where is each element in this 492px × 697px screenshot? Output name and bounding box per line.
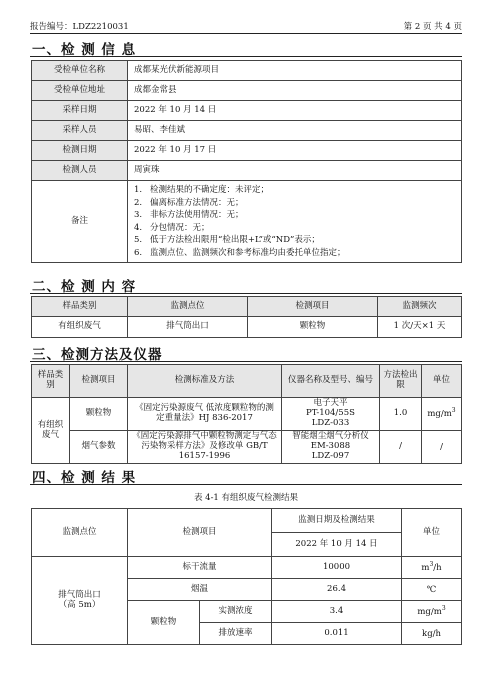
- info-value: 成都金常县: [128, 81, 462, 101]
- methods-table: [31, 364, 462, 464]
- results-particulate-label: 颗粒物: [128, 601, 200, 645]
- section-divider: [30, 361, 462, 362]
- content-cell: 颗粒物: [248, 317, 378, 338]
- results-unit: $mg/m^3$: [402, 601, 462, 623]
- info-label: 受检单位名称: [32, 61, 128, 81]
- info-value: 2022 年 10 月 17 日: [128, 141, 462, 161]
- report-number: 报告编号：LDZ2210031: [30, 22, 129, 32]
- results-table: [31, 508, 462, 645]
- results-value: 0.011: [272, 623, 402, 645]
- methods-standard: 《固定污染源排气中颗粒物测定与气态污染物采样方法》及修改单 GB/T 16157-1996: [128, 431, 282, 464]
- methods-header-category: 样品类别: [32, 365, 70, 398]
- results-header-unit: 单位: [402, 509, 462, 557]
- remarks-cell: [128, 181, 462, 263]
- remarks-list: [134, 182, 458, 261]
- methods-item: 颗粒物: [70, 398, 128, 431]
- results-unit: kg/h: [402, 623, 462, 645]
- remark-item: 3. 非标方法使用情况：无；: [134, 210, 244, 220]
- methods-header-limit: 方法检出限: [380, 365, 422, 398]
- info-label: 受检单位地址: [32, 81, 128, 101]
- info-value: 成都某光伏新能源项目: [128, 61, 462, 81]
- results-header-date: 2022 年 10 月 14 日: [272, 533, 402, 557]
- remark-item: 4. 分包情况：无；: [134, 222, 210, 233]
- methods-category: 有组织废气: [32, 398, 70, 464]
- methods-limit: /: [380, 431, 422, 464]
- info-label: 采样人员: [32, 121, 128, 141]
- results-value: 3.4: [272, 601, 402, 623]
- section-divider: [30, 484, 462, 485]
- content-cell: 排气筒出口: [128, 317, 248, 338]
- content-header: 监测点位: [128, 297, 248, 317]
- methods-header-standard: 检测标准及方法: [128, 365, 282, 398]
- methods-item: 烟气参数: [70, 431, 128, 464]
- section-title-results: 四、检 测 结 果: [32, 470, 137, 486]
- section-title-info: 一、检 测 信 息: [32, 42, 137, 58]
- remarks-label: 备注: [32, 181, 128, 263]
- section-title-content: 二、检 测 内 容: [32, 279, 137, 295]
- results-subitem: 排放速率: [200, 623, 272, 645]
- methods-unit: /: [422, 431, 462, 464]
- methods-header-unit: 单位: [422, 365, 462, 398]
- methods-header-instrument: 仪器名称及型号、编号: [282, 365, 380, 398]
- results-header-date-result: 监测日期及检测结果: [272, 509, 402, 533]
- page-header: [30, 20, 462, 34]
- results-subitem: 实测浓度: [200, 601, 272, 623]
- methods-standard: 《固定污染源废气 低浓度颗粒物的测定重量法》HJ 836-2017: [128, 398, 282, 431]
- remark-item: 1. 检测结果的不确定度：未评定；: [134, 185, 270, 195]
- content-header: 监测频次: [378, 297, 462, 317]
- content-header: 检测项目: [248, 297, 378, 317]
- info-table: [31, 60, 462, 263]
- results-value: 10000: [272, 557, 402, 579]
- results-table-caption: 表 4-1 有组织废气检测结果: [193, 493, 299, 503]
- section-divider: [30, 56, 462, 57]
- content-cell: 1 次/天×1 天: [378, 317, 462, 338]
- methods-limit: 1.0: [380, 398, 422, 431]
- remark-item: 6. 监测点位、监测频次和参考标准均由委托单位指定；: [134, 247, 346, 258]
- info-label: 检测人员: [32, 161, 128, 181]
- methods-header-item: 检测项目: [70, 365, 128, 398]
- remark-item: 5. 低于方法检出限用“检出限+L”或“ND”表示；: [134, 235, 320, 245]
- content-table: [31, 296, 462, 338]
- page-number: 第 2 页 共 4 页: [403, 22, 462, 32]
- methods-unit: $mg/m^3$: [422, 398, 462, 431]
- content-cell: 有组织废气: [32, 317, 128, 338]
- info-value: 2022 年 10 月 14 日: [128, 101, 462, 121]
- info-label: 检测日期: [32, 141, 128, 161]
- info-label: 采样日期: [32, 101, 128, 121]
- content-header: 样品类别: [32, 297, 128, 317]
- methods-instrument: 电子天平 PT-104/55S LDZ-033: [282, 398, 380, 431]
- results-point: 排气筒出口 （高 5m）: [32, 557, 128, 645]
- section-title-methods: 三、检测方法及仪器: [32, 347, 163, 363]
- results-header-point: 监测点位: [32, 509, 128, 557]
- results-value: 26.4: [272, 579, 402, 601]
- section-divider: [30, 293, 462, 294]
- info-value: 周寅珠: [128, 161, 462, 181]
- results-item: 标干流量: [128, 557, 272, 579]
- results-header-item: 检测项目: [128, 509, 272, 557]
- methods-instrument: 智能烟尘烟气分析仪 EM-3088 LDZ-097: [282, 431, 380, 464]
- results-unit: $m^3/h$: [402, 557, 462, 579]
- results-unit: ℃: [402, 579, 462, 601]
- info-value: 易昭、李佳斌: [128, 121, 462, 141]
- remark-item: 2. 偏离标准方法情况：无；: [134, 197, 244, 208]
- results-item: 烟温: [128, 579, 272, 601]
- header-divider: [30, 33, 462, 34]
